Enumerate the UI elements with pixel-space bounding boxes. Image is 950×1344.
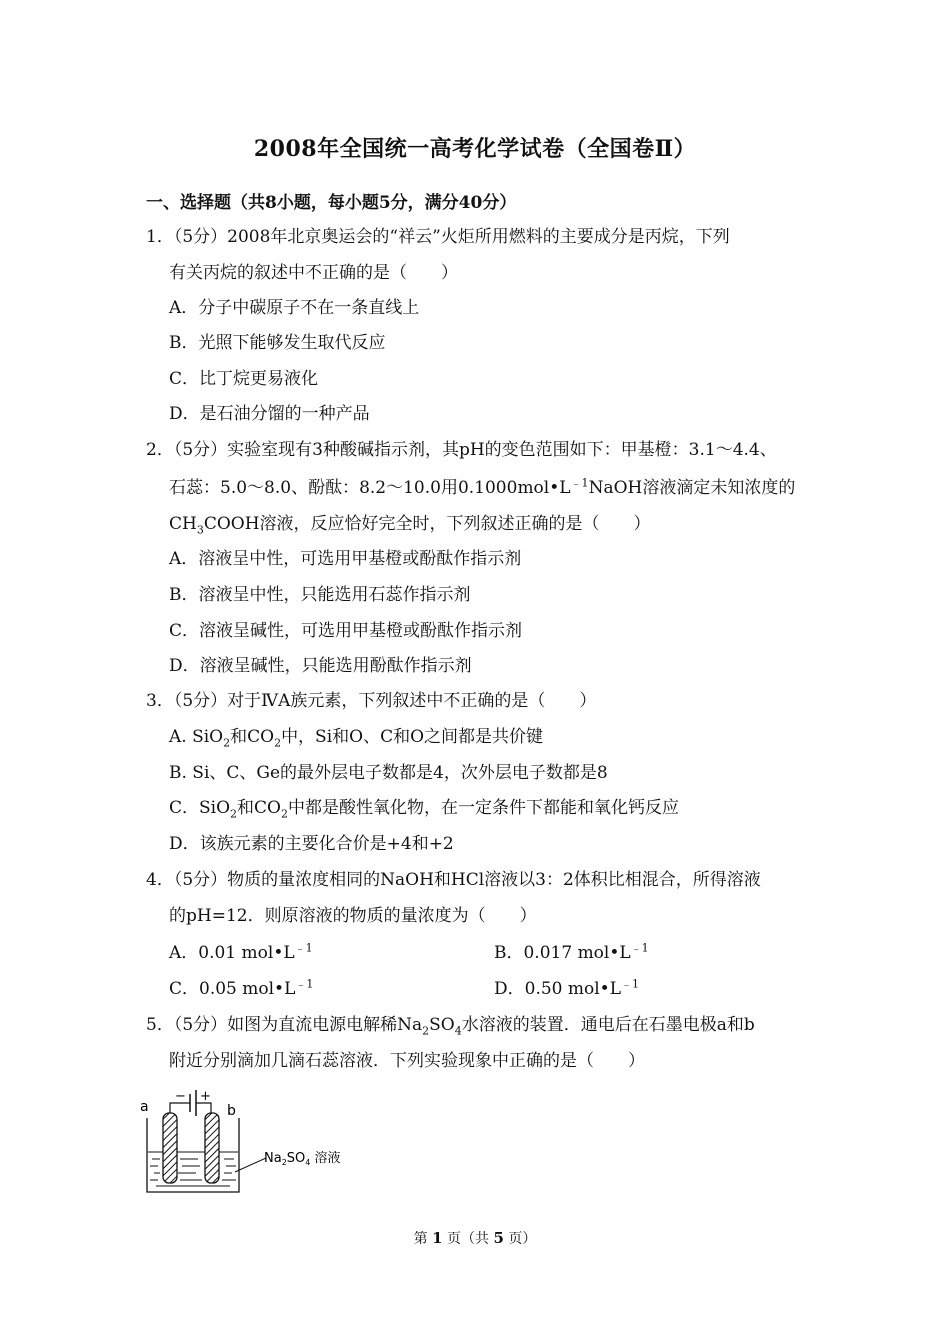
text-run: A．0.01 mol•L: [169, 943, 295, 963]
superscript: ﹣1: [621, 977, 639, 991]
text-run: COOH溶液，反应恰好完全时，下列叙述正确的是（ ）: [203, 514, 651, 534]
question-1-stem-cont: 有关丙烷的叙述中不正确的是（ ）: [169, 263, 458, 283]
page-title: 2008年全国统一高考化学试卷（全国卷Ⅱ）: [253, 136, 697, 162]
minus-sign: −: [175, 1089, 186, 1104]
question-4-stem-cont: 的pH=12．则原溶液的物质的量浓度为（ ）: [169, 906, 537, 926]
text-run: 中都是酸性氧化物，在一定条件下都能和氧化钙反应: [287, 798, 679, 818]
question-3-option-a: [169, 726, 543, 748]
electrolysis-diagram: [138, 1080, 358, 1200]
page-total: 5: [493, 1229, 504, 1247]
text-run: 中，Si和O、C和O之间都是共价键: [281, 727, 544, 747]
question-1-option-d: D．是石油分馏的一种产品: [169, 404, 370, 424]
question-1-option-c: C．比丁烷更易液化: [169, 369, 319, 389]
question-1-stem: 1．（5分）2008年北京奥运会的“祥云”火炬所用燃料的主要成分是丙烷，下列: [146, 227, 730, 247]
question-4-option-b: [494, 942, 649, 964]
question-2-stem-cont-2: [169, 513, 651, 535]
question-2-stem: 2．（5分）实验室现有3种酸碱指示剂，其pH的变色范围如下：甲基橙：3.1～4.4、: [146, 440, 777, 460]
electrode-b-label: b: [227, 1103, 236, 1119]
question-2-option-a: A．溶液呈中性，可选用甲基橙或酚酞作指示剂: [169, 549, 522, 569]
text-run: C．SiO: [169, 798, 231, 818]
beaker: [147, 1118, 239, 1192]
solution-lines: [148, 1152, 238, 1186]
text-run: 5．（5分）如图为直流电源电解稀Na: [146, 1015, 423, 1035]
subscript: 4: [454, 1024, 462, 1038]
question-2-option-d: D．溶液呈碱性，只能选用酚酞作指示剂: [169, 656, 472, 676]
text-run: 水溶液的装置．通电后在石墨电极a和b: [461, 1015, 755, 1035]
superscript: ﹣1: [570, 476, 589, 490]
wire-right: [196, 1103, 211, 1113]
text-run: 页（共: [442, 1231, 494, 1247]
question-4-stem: 4．（5分）物质的量浓度相同的NaOH和HCl溶液以3：2体积比相混合，所得溶液: [146, 870, 761, 890]
question-4-option-d: [494, 978, 639, 1000]
text-run: 和CO: [237, 798, 281, 818]
question-5-stem: [146, 1014, 755, 1036]
text-run: C．0.05 mol•L: [169, 979, 296, 999]
subscript: 2: [280, 807, 288, 821]
question-3-option-d: D．该族元素的主要化合价是+4和+2: [169, 834, 454, 854]
superscript: ﹣1: [295, 977, 314, 991]
plus-sign: +: [200, 1089, 211, 1104]
subscript: 3: [196, 523, 204, 537]
question-4-option-c: [169, 978, 313, 1000]
question-2-option-b: B．溶液呈中性，只能选用石蕊作指示剂: [169, 585, 471, 605]
superscript: ﹣1: [630, 941, 649, 955]
question-1-option-b: B．光照下能够发生取代反应: [169, 333, 386, 353]
wire-left: [170, 1103, 190, 1113]
page-number: 1: [432, 1229, 443, 1247]
text-run: D．0.50 mol•L: [494, 979, 621, 999]
solution-label: $Na_2SO_4$ 溶液: [264, 1151, 341, 1167]
text-run: CH: [169, 514, 197, 534]
page-footer: [0, 1228, 950, 1248]
text-run: 和CO: [230, 727, 275, 747]
text-run: NaOH溶液滴定未知浓度的: [588, 478, 796, 498]
question-5-stem-cont: 附近分别滴加几滴石蕊溶液．下列实验现象中正确的是（ ）: [169, 1051, 645, 1071]
question-2-stem-cont: [169, 477, 795, 499]
superscript: ﹣1: [294, 941, 313, 955]
text-run: 第: [413, 1231, 433, 1247]
question-4-option-a: [169, 942, 313, 964]
question-1-option-a: A．分子中碳原子不在一条直线上: [169, 298, 420, 318]
text-run: SO: [429, 1015, 455, 1035]
electrode-a-label: a: [140, 1099, 149, 1115]
subscript: 2: [274, 736, 282, 750]
text-run: B．0.017 mol•L: [494, 943, 631, 963]
subscript: 2: [223, 736, 231, 750]
question-2-option-c: C．溶液呈碱性，可选用甲基橙或酚酞作指示剂: [169, 621, 523, 641]
text-run: 页）: [503, 1231, 537, 1247]
text-run: 石蕊：5.0～8.0、酚酞：8.2～10.0用0.1000mol•L: [169, 478, 571, 498]
question-3-option-c: [169, 797, 679, 819]
subscript: 2: [230, 807, 238, 821]
section-heading: 一、选择题（共8小题，每小题5分，满分40分）: [146, 193, 517, 213]
subscript: 2: [422, 1024, 430, 1038]
electrode-b: [205, 1113, 219, 1183]
question-3-stem: 3．（5分）对于ⅣA族元素，下列叙述中不正确的是（ ）: [146, 691, 597, 711]
electrode-a: [163, 1113, 177, 1183]
text-run: A. SiO: [169, 727, 224, 747]
question-3-option-b: B. Si、C、Ge的最外层电子数都是4，次外层电子数都是8: [169, 763, 608, 783]
